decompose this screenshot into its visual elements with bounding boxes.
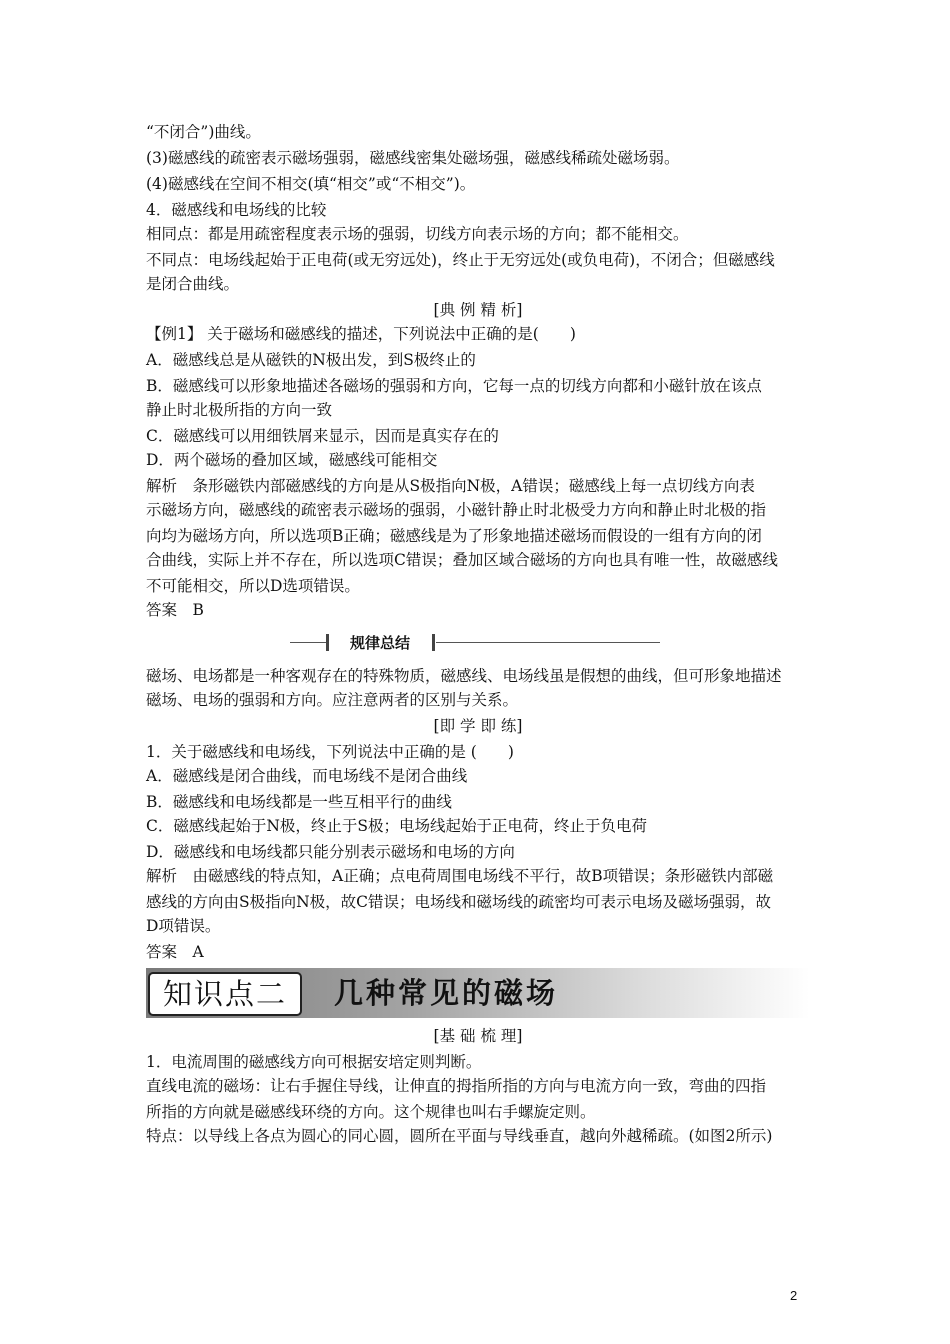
text-line: 特点：以导线上各点为圆心的同心圆，圆所在平面与导线垂直，越向外越稀疏。(如图2所示) [146,1127,773,1145]
text-line: 相同点：都是用疏密程度表示场的强弱，切线方向表示场的方向；都不能相交。 [146,225,689,243]
text-line: 1．电流周围的磁感线方向可根据安培定则判断。 [146,1053,482,1071]
text-line: 所指的方向就是磁感线环绕的方向。这个规律也叫右手螺旋定则。 [146,1103,596,1121]
text-line: (4)磁感线在空间不相交(填“相交”或“不相交”)。 [146,175,476,193]
option-a: A．磁感线总是从磁铁的N极出发，到S极终止的 [146,351,476,369]
option-d: D．磁感线和电场线都只能分别表示磁场和电场的方向 [146,843,515,861]
banner-rule-left [290,642,326,643]
option-b: B．磁感线可以形象地描述各磁场的强弱和方向，它每一点的切线方向都和小磁针放在该点 [146,377,762,395]
answer-line: 答案 A [146,943,204,961]
banner-rule-right [436,642,660,643]
practice-question: 1．关于磁感线和电场线，下列说法中正确的是 ( ) [146,743,514,761]
text-line: 不同点：电场线起始于正电荷(或无穷远处)，终止于无穷远处(或负电荷)，不闭合；但磁感线 [146,251,775,269]
answer-line: 答案 B [146,601,204,619]
option-c: C．磁感线可以用细铁屑来显示，因而是真实存在的 [146,427,499,445]
rule-summary-banner [290,632,660,654]
option-d: D．两个磁场的叠加区域，磁感线可能相交 [146,451,438,469]
rule-summary-title: 规律总结 [349,634,410,652]
option-b-cont: 静止时北极所指的方向一致 [146,401,333,419]
text-line: 4．磁感线和电场线的比较 [146,201,327,219]
analysis-line: 不可能相交，所以D选项错误。 [146,577,360,595]
text-line: (3)磁感线的疏密表示磁场强弱，磁感线密集处磁场强，磁感线稀疏处磁场弱。 [146,149,680,167]
rule-text: 磁场、电场的强弱和方向。应注意两者的区别与关系。 [146,691,519,709]
analysis-line: 向均为磁场方向，所以选项B正确；磁感线是为了形象地描述磁场而假设的一组有方向的闭 [146,527,762,545]
analysis-line: 解析 由磁感线的特点知，A正确；点电荷周围电场线不平行，故B项错误；条形磁铁内部磁 [146,867,774,885]
option-c: C．磁感线起始于N极，终止于S极；电场线起始于正电荷，终止于负电荷 [146,817,648,835]
option-b: B．磁感线和电场线都是一些互相平行的曲线 [146,793,452,811]
section-heading-practice: [即 学 即 练] [433,717,523,735]
section-heading-basic: [基 础 梳 理] [433,1027,523,1045]
text-line: 直线电流的磁场：让右手握住导线，让伸直的拇指所指的方向与电流方向一致，弯曲的四指 [146,1077,767,1095]
text-line: 是闭合曲线。 [146,275,240,293]
analysis-line: 解析 条形磁铁内部磁感线的方向是从S极指向N极，A错误；磁感线上每一点切线方向表 [146,477,755,495]
knowledge-point-title: 几种常见的磁场 [334,976,559,1010]
page-number: 2 [790,1288,798,1303]
knowledge-point-banner [146,968,810,1018]
analysis-line: 感线的方向由S极指向N极，故C错误；电场线和磁场线的疏密均可表示电场及磁场强弱，故 [146,893,772,911]
text-line: “不闭合”)曲线。 [146,123,261,141]
section-heading-example: [典 例 精 析] [433,301,523,319]
banner-bar-right [432,634,435,651]
analysis-line: D项错误。 [146,917,221,935]
option-a: A．磁感线是闭合曲线，而电场线不是闭合曲线 [146,767,468,785]
rule-text: 磁场、电场都是一种客观存在的特殊物质，磁感线、电场线虽是假想的曲线，但可形象地描述 [146,667,782,685]
analysis-line: 示磁场方向，磁感线的疏密表示磁场的强弱，小磁针静止时北极受力方向和静止时北极的指 [146,501,767,519]
analysis-line: 合曲线，实际上并不存在，所以选项C错误；叠加区域合磁场的方向也具有唯一性，故磁感线 [146,551,778,569]
knowledge-point-label: 知识点二 [148,972,302,1016]
banner-bar-left [326,634,329,651]
example-question: 【例1】 关于磁场和磁感线的描述，下列说法中正确的是( ) [146,325,576,343]
